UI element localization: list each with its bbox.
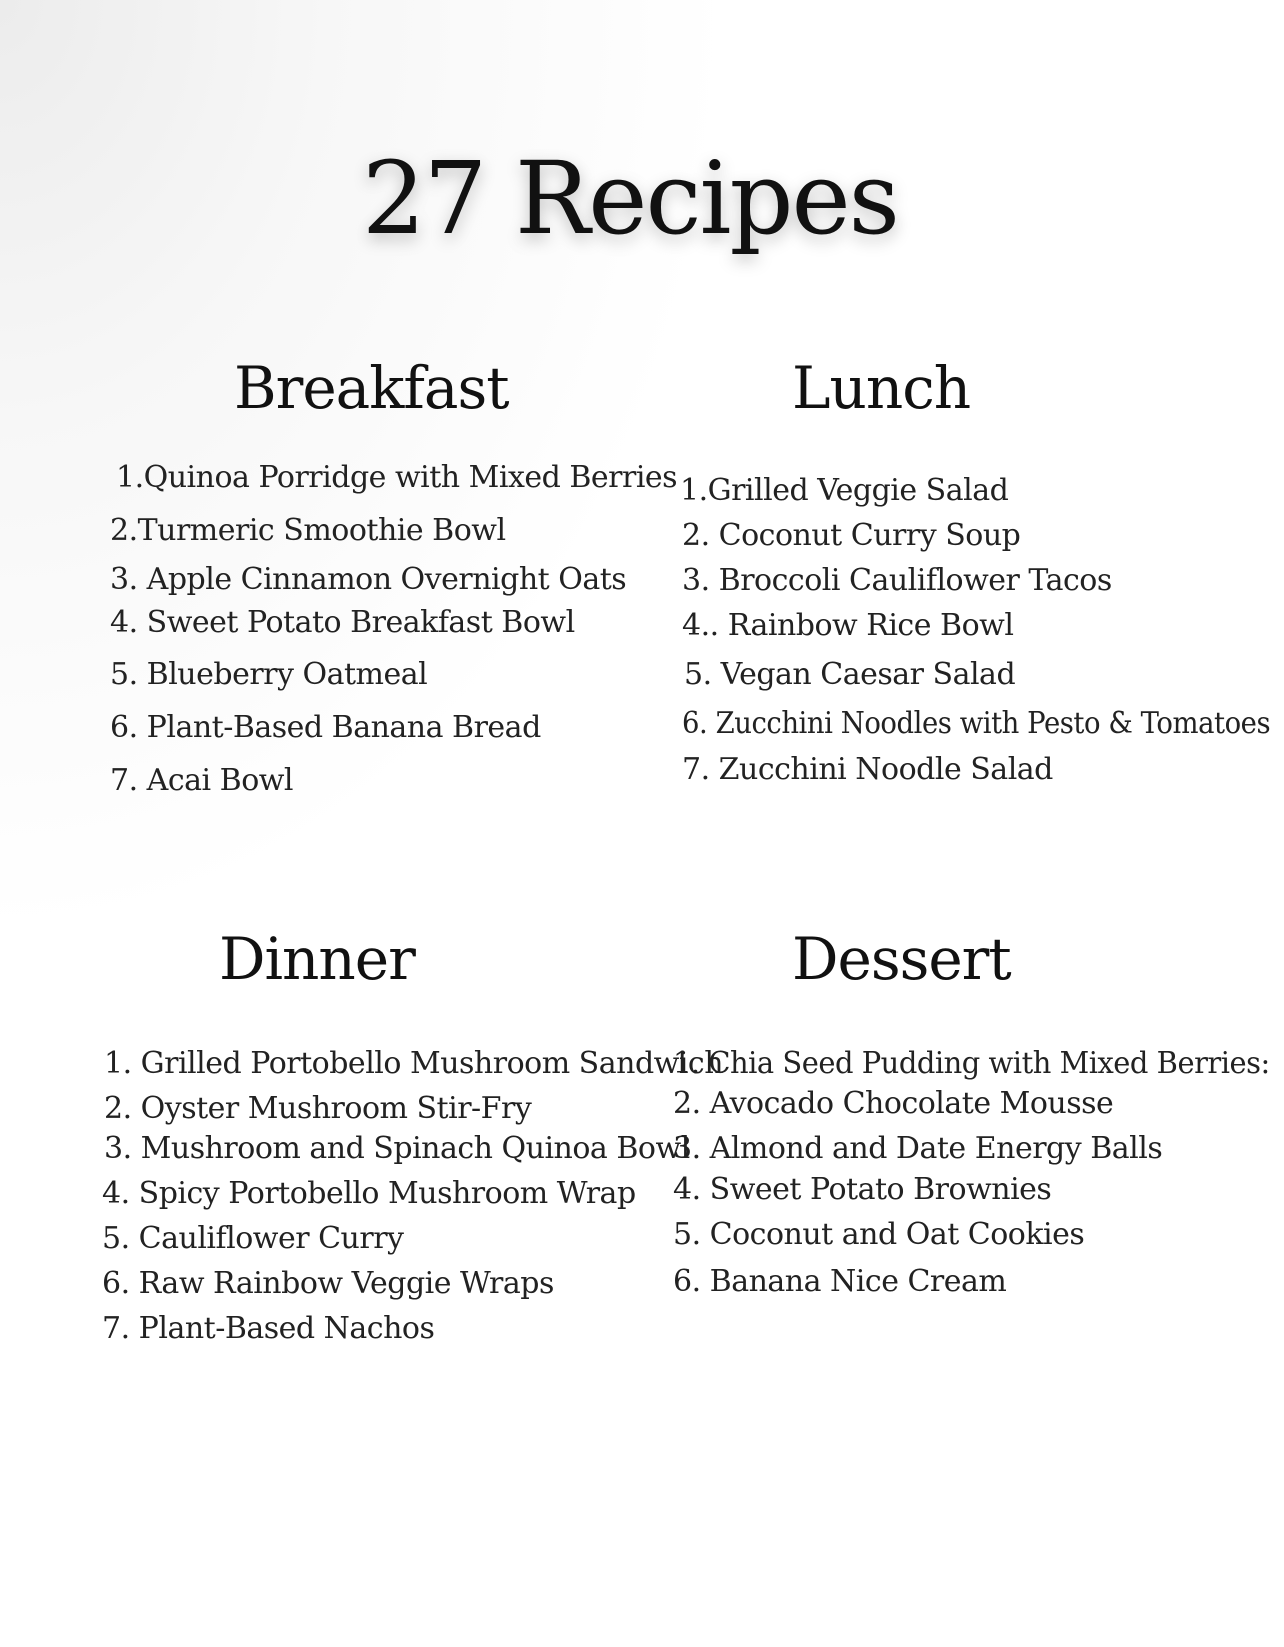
lunch-heading: Lunch [792,354,971,422]
dessert-item: 6. Banana Nice Cream [673,1264,1007,1299]
lunch-item: 3. Broccoli Cauliflower Tacos [682,563,1112,598]
breakfast-item: 7. Acai Bowl [110,763,294,798]
breakfast-item: 1.Quinoa Porridge with Mixed Berries [116,460,678,495]
page-title: 27 Recipes [361,140,898,257]
dessert-item: 2. Avocado Chocolate Mousse [673,1086,1114,1121]
dessert-item: 1. Chia Seed Pudding with Mixed Berries: [673,1046,1270,1081]
dessert-heading: Dessert [792,925,1011,993]
lunch-item: 5. Vegan Caesar Salad [684,657,1016,692]
dinner-item: 2. Oyster Mushroom Stir-Fry [104,1091,532,1126]
lunch-item: 1.Grilled Veggie Salad [680,473,1009,508]
dinner-heading: Dinner [219,925,415,993]
dinner-item: 1. Grilled Portobello Mushroom Sandwich [104,1046,724,1081]
lunch-item: 4.. Rainbow Rice Bowl [682,608,1014,643]
breakfast-item: 5. Blueberry Oatmeal [110,657,428,692]
breakfast-item: 3. Apple Cinnamon Overnight Oats [110,562,627,597]
breakfast-item: 4. Sweet Potato Breakfast Bowl [110,605,575,640]
dinner-item: 5. Cauliflower Curry [102,1221,404,1256]
dessert-item: 3. Almond and Date Energy Balls [673,1131,1163,1166]
dinner-item: 4. Spicy Portobello Mushroom Wrap [102,1176,636,1211]
lunch-item: 2. Coconut Curry Soup [682,518,1021,553]
breakfast-item: 6. Plant-Based Banana Bread [110,710,541,745]
dinner-item: 3. Mushroom and Spinach Quinoa Bowl [104,1131,690,1166]
breakfast-heading: Breakfast [234,354,509,422]
breakfast-item: 2.Turmeric Smoothie Bowl [110,513,506,548]
lunch-item: 6. Zucchini Noodles with Pesto & Tomatoes [682,706,1271,741]
lunch-item: 7. Zucchini Noodle Salad [682,752,1053,787]
dessert-item: 4. Sweet Potato Brownies [673,1172,1052,1207]
dinner-item: 6. Raw Rainbow Veggie Wraps [102,1266,554,1301]
dinner-item: 7. Plant-Based Nachos [102,1311,435,1346]
dessert-item: 5. Coconut and Oat Cookies [673,1217,1085,1252]
